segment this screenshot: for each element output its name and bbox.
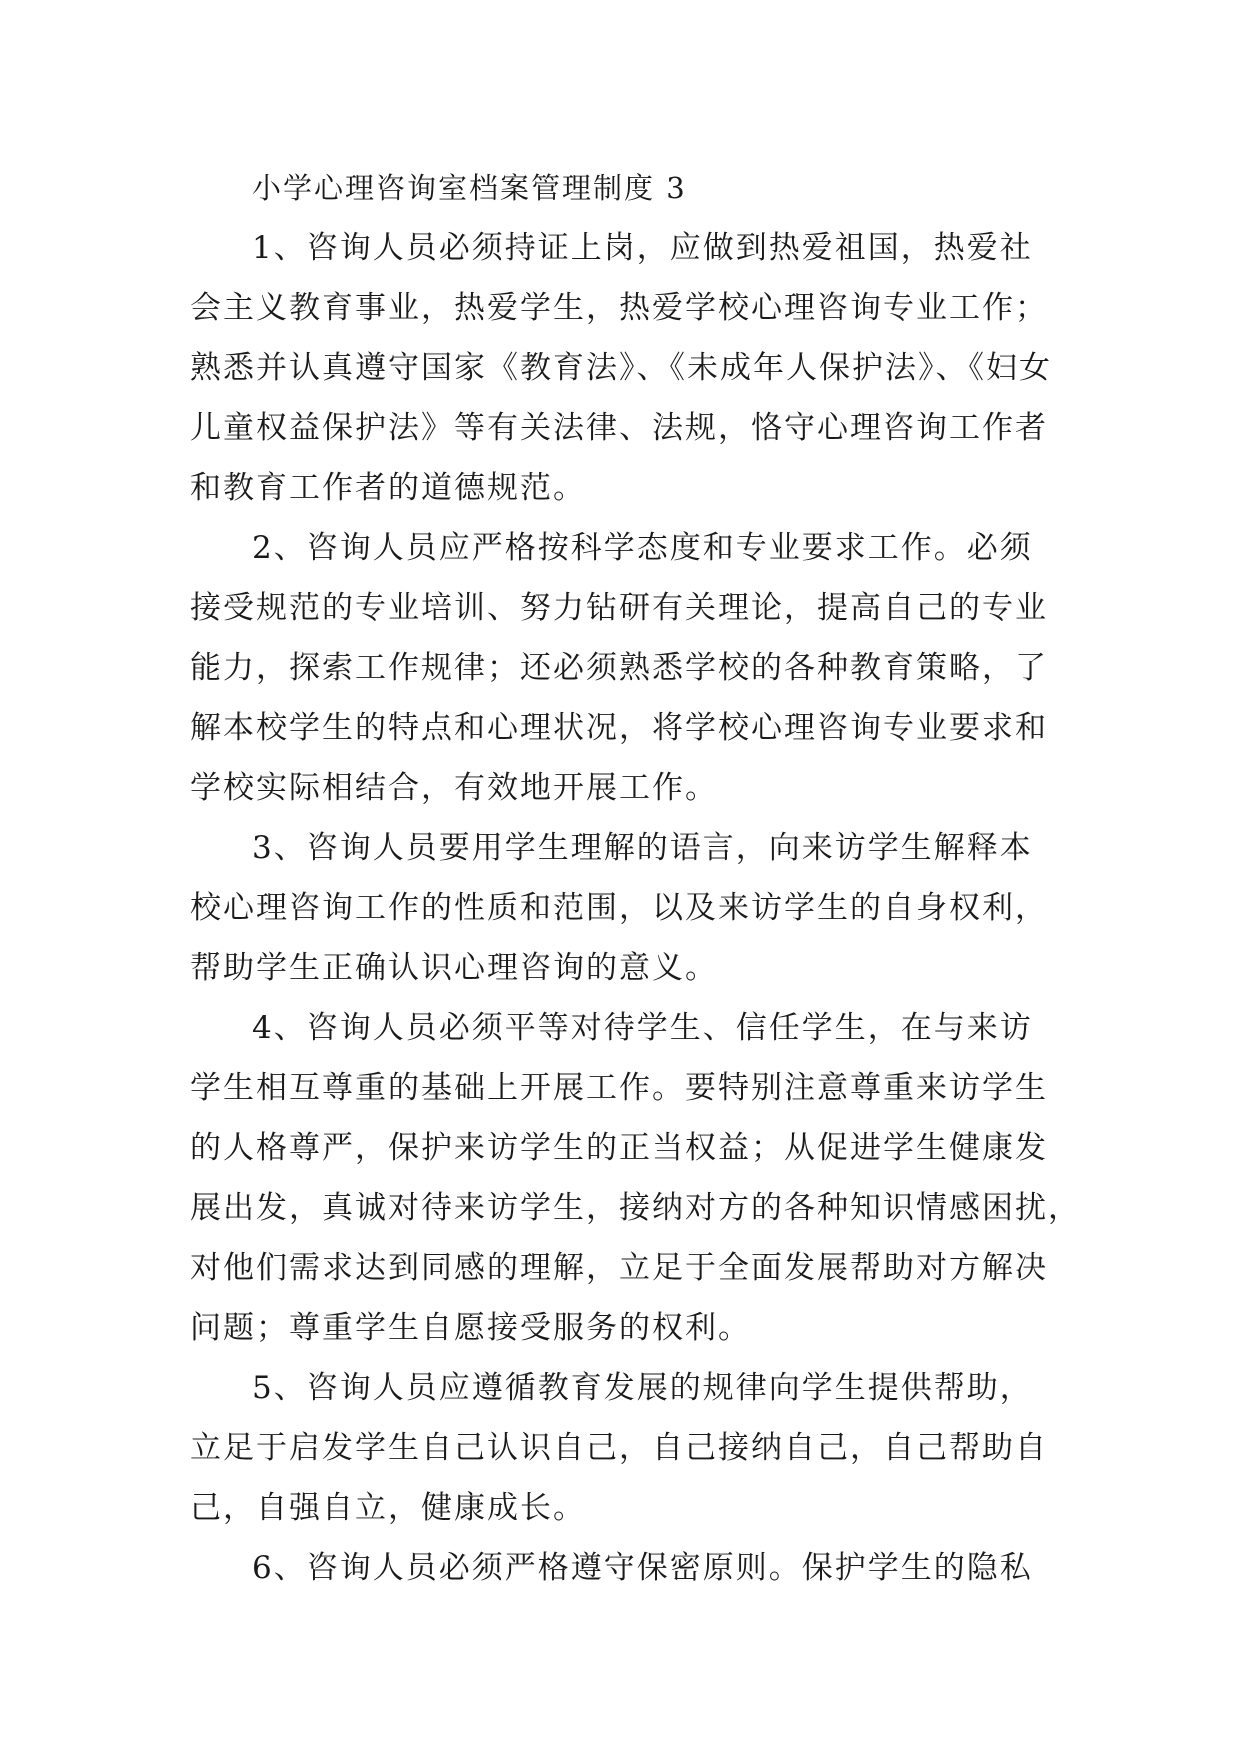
paragraph-line: 4、咨询人员必须平等对待学生、信任学生，在与来访 (252, 1010, 1033, 1046)
paragraph-line: 的人格尊严，保护来访学生的正当权益；从促进学生健康发 (190, 1130, 1048, 1166)
paragraph-line: 学生相互尊重的基础上开展工作。要特别注意尊重来访学生 (190, 1070, 1048, 1106)
paragraph-line: 会主义教育事业，热爱学生，热爱学校心理咨询专业工作； (190, 290, 1048, 326)
paragraph-line: 帮助学生正确认识心理咨询的意义。 (190, 950, 718, 986)
paragraph-line: 儿童权益保护法》等有关法律、法规，恪守心理咨询工作者 (190, 410, 1048, 446)
paragraph-line: 3、咨询人员要用学生理解的语言，向来访学生解释本 (252, 830, 1033, 866)
document-title: 小学心理咨询室档案管理制度 3 (252, 171, 687, 205)
paragraph-line: 问题；尊重学生自愿接受服务的权利。 (190, 1310, 751, 1346)
paragraph-line: 6、咨询人员必须严格遵守保密原则。保护学生的隐私 (252, 1550, 1033, 1586)
paragraph-line: 校心理咨询工作的性质和范围，以及来访学生的自身权利， (190, 890, 1048, 926)
paragraph-line: 展出发，真诚对待来访学生，接纳对方的各种知识情感困扰， (190, 1190, 1081, 1226)
paragraph-5 (190, 1358, 1060, 1538)
paragraph-1 (190, 218, 1060, 518)
paragraph-2 (190, 518, 1060, 818)
paragraph-line: 能力，探索工作规律；还必须熟悉学校的各种教育策略，了 (190, 650, 1048, 686)
paragraph-line: 熟悉并认真遵守国家《教育法》、《未成年人保护法》、《妇女 (190, 350, 1052, 386)
paragraph-3 (190, 818, 1060, 998)
paragraph-line: 2、咨询人员应严格按科学态度和专业要求工作。必须 (252, 530, 1033, 566)
paragraph-line: 和教育工作者的道德规范。 (190, 470, 586, 506)
paragraph-line: 1、咨询人员必须持证上岗，应做到热爱祖国，热爱社 (252, 230, 1033, 266)
paragraph-line: 立足于启发学生自己认识自己，自己接纳自己，自己帮助自 (190, 1430, 1048, 1466)
document-body (190, 158, 1081, 1598)
paragraph-line: 学校实际相结合，有效地开展工作。 (190, 770, 718, 806)
paragraph-line: 己，自强自立，健康成长。 (190, 1490, 586, 1526)
paragraph-6 (190, 1538, 1060, 1598)
paragraph-line: 解本校学生的特点和心理状况，将学校心理咨询专业要求和 (190, 710, 1048, 746)
paragraph-line: 接受规范的专业培训、努力钻研有关理论，提高自己的专业 (190, 590, 1048, 626)
paragraph-line: 对他们需求达到同感的理解，立足于全面发展帮助对方解决 (190, 1250, 1048, 1286)
paragraph-4 (190, 998, 1081, 1358)
paragraph-line: 5、咨询人员应遵循教育发展的规律向学生提供帮助， (252, 1370, 1033, 1406)
